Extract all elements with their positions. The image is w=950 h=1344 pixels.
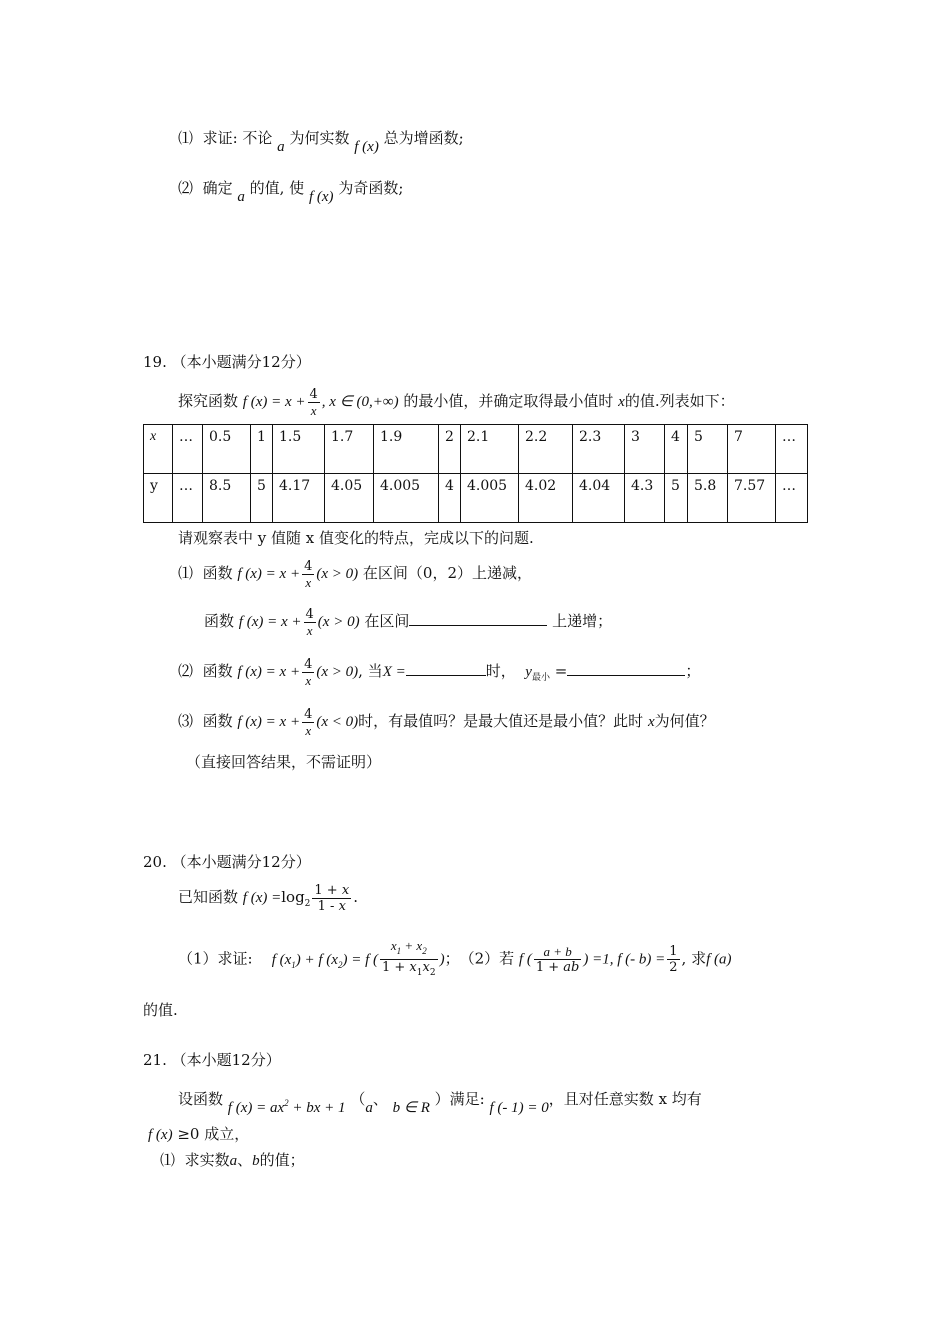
values-table xyxy=(143,424,808,523)
q18-part2: ⑵ 确定 a 的值, 使 f (x) 为奇函数; xyxy=(178,179,404,205)
x-value-blank[interactable] xyxy=(406,661,486,676)
q20-header: 20. （本小题满分12分） xyxy=(143,853,311,871)
q19-observe: 请观察表中 y 值随 x 值变化的特点，完成以下的问题. xyxy=(178,529,534,547)
q19-sub1b: 函数 f (x) = x + $\frac{4}{x}$ (x > 0) 在区间 上递增； xyxy=(204,606,613,638)
q18-part1: ⑴ 求证: 不论 a 为何实数 f (x) 总为增函数; xyxy=(178,129,464,155)
q20-given: 已知函数 f $(x) =\log_2$ $\frac{1 + x}{1 - x}$ . xyxy=(178,882,358,914)
q21-header: 21. （本小题12分） xyxy=(143,1051,281,1069)
q20-parts: （1）求证: f $(x_1) + f$ $(x_2) = f$ ( $\frac{x_1 + x_2}{1 + x_1x_2}$ )； （2）若 f ( $\frac{a + b}{1 + ab}$ ) =1, f (- b) = $\frac{1}{2}$ , 求f (a) xyxy=(178,938,732,978)
interval-blank[interactable] xyxy=(409,611,547,626)
q20-tail: 的值. xyxy=(143,1001,178,1019)
q19-header: 19. （本小题满分12分） xyxy=(143,353,311,371)
table-row-y: y … 8.5 5 4.17 4.05 4.005 4 4.005 4.02 4.04 4.3 5 5.8 7.57 … xyxy=(144,474,808,523)
q19-sub2: ⑵ 函数 f (x) = x + $\frac{4}{x}$ (x > 0), 当X = 时， $y_{最小}$ = ； xyxy=(178,656,701,688)
q19-sub1a: ⑴ 函数 f (x) = x + $\frac{4}{x}$ (x > 0) 在区间（0，2）上递减， xyxy=(178,558,533,590)
q21-line2: f (x) ≥0 成立， xyxy=(148,1125,250,1143)
q19-sub3: ⑶ 函数 f (x) = x + $\frac{4}{x}$ (x < 0)时，有最值吗？是最大值还是最小值？此时 x为何值？ xyxy=(178,706,715,738)
ymin-blank[interactable] xyxy=(567,661,685,676)
q21-line1: 设函数 f $(x) = ax^2$ + bx + 1 （a、 b ∈ R ）满足: f (- 1) = 0，且对任意实数 x 均有 xyxy=(178,1090,702,1116)
table-row-x: x … 0.5 1 1.5 1.7 1.9 2 2.1 2.2 2.3 3 4 5 7 … xyxy=(144,425,808,474)
q19-note: （直接回答结果，不需证明） xyxy=(186,753,382,771)
q19-intro: 探究函数 f (x) = x + $\frac{4}{x}$ , x ∈ (0,+∞) 的最小值，并确定取得最小值时 x的值.列表如下： xyxy=(178,386,735,418)
q21-line3: ⑴ 求实数a、b的值； xyxy=(160,1151,305,1169)
